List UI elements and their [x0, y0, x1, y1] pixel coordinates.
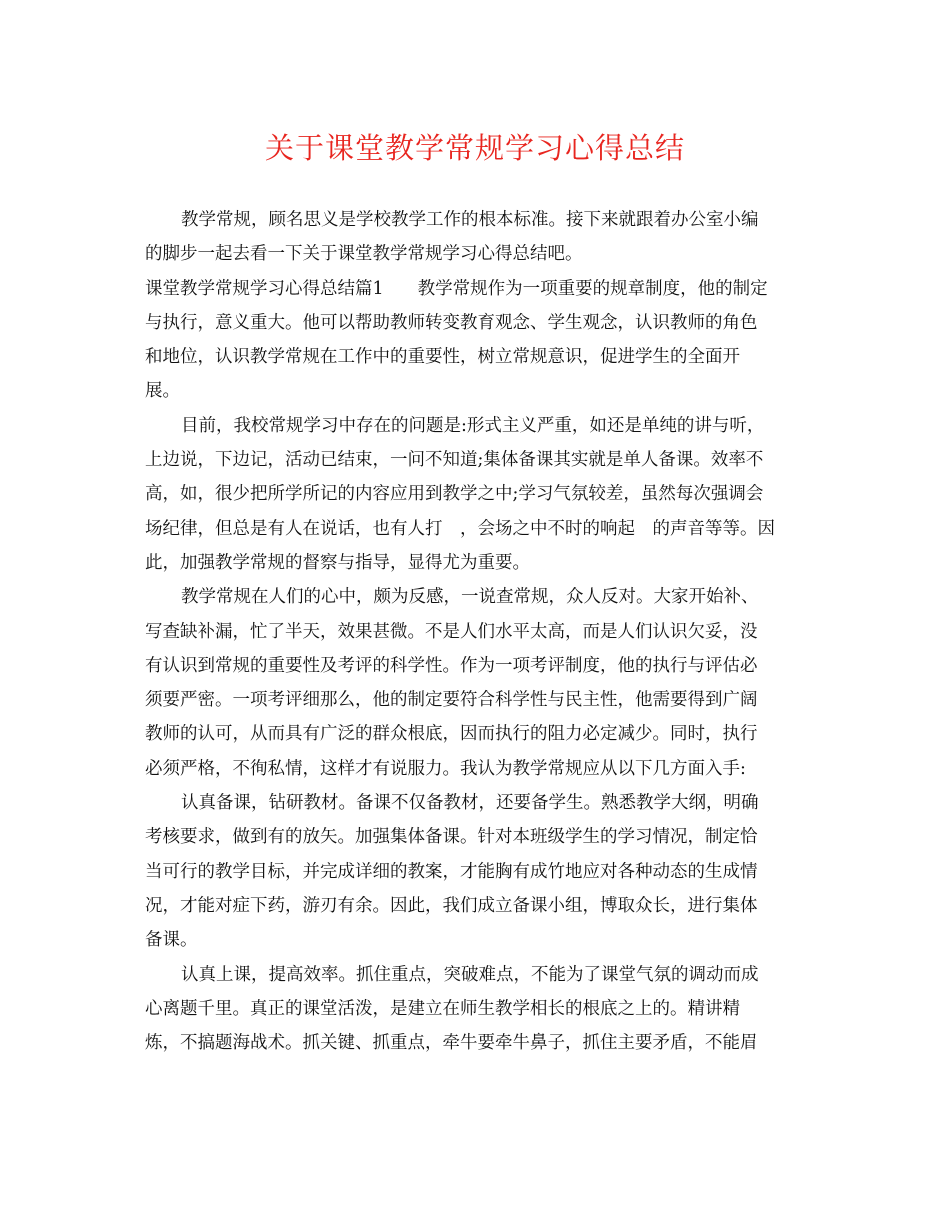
- text-line: 有认识到常规的重要性及考评的科学性。作为一项考评制度，他的执行与评估必: [145, 655, 758, 676]
- text-line: 心离题千里。真正的课堂活泼，是建立在师生教学相长的根底之上的。精讲精: [145, 998, 740, 1019]
- text-line: 考核要求，做到有的放矢。加强集体备课。针对本班级学生的学习情况，制定恰: [145, 827, 758, 848]
- text-line: 场纪律，但总是有人在说话，也有人打 ，会场之中不时的响起 的声音等等。因: [145, 518, 775, 539]
- text-line: 教学常规，顾名思义是学校教学工作的根本标准。接下来就跟着办公室小编: [181, 210, 759, 230]
- text-line: 备课。: [145, 930, 198, 951]
- text-line: 此，加强教学常规的督察与指导，显得尤为重要。: [145, 552, 530, 573]
- text-line: 教师的认可，从而具有广泛的群众根底，因而执行的阻力必定减少。同时，执行: [145, 724, 758, 745]
- text-line: 须要严密。一项考评细那么，他的制定要符合科学性与民主性，他需要得到广阔: [145, 690, 758, 711]
- text-line: 当可行的教学目标，并完成详细的教案，才能胸有成竹地应对各种动态的生成情: [145, 861, 758, 882]
- text-line: 写查缺补漏，忙了半天，效果甚微。不是人们水平太高，而是人们认识欠妥，没: [145, 621, 758, 642]
- document-title: 关于课堂教学常规学习心得总结: [264, 131, 685, 165]
- text-line-heading: [145, 272, 813, 306]
- text-line: 况，才能对症下药，游刃有余。因此，我们成立备课小组，博取众长，进行集体: [145, 895, 758, 916]
- text-line: 炼，不搞题海战术。抓关键、抓重点，牵牛要牵牛鼻子，抓住主要矛盾，不能眉: [145, 1033, 758, 1054]
- text-line: 认真备课，钻研教材。备课不仅备教材，还要备学生。熟悉教学大纲，明确: [181, 793, 759, 814]
- text-line: 教学常规在人们的心中，颇为反感，一说查常规，众人反对。大家开始补、: [181, 587, 759, 608]
- document-body: [145, 203, 813, 1060]
- text-line: 必须严格，不徇私情，这样才有说服力。我认为教学常规应从以下几方面入手:: [145, 758, 746, 779]
- text-line: 上边说，下边记，活动已结束，一问不知道;集体备课其实就是单人备课。效率不: [145, 450, 764, 471]
- text-line: 认真上课，提高效率。抓住重点，突破难点，不能为了课堂气氛的调动而成: [181, 964, 759, 985]
- text-line: 目前，我校常规学习中存在的问题是:形式主义严重，如还是单纯的讲与听，: [181, 415, 765, 436]
- text-line: 和地位，认识教学常规在工作中的重要性，树立常规意识，促进学生的全面开: [145, 347, 740, 368]
- section-heading: 课堂教学常规学习心得总结篇1: [145, 278, 384, 299]
- section-text: 教学常规作为一项重要的规章制度，他的制定: [417, 278, 768, 299]
- text-line: 展。: [145, 381, 180, 402]
- text-line: 与执行，意义重大。他可以帮助教师转变教育观念、学生观念，认识教师的角色: [145, 312, 758, 333]
- text-line: 高，如，很少把所学所记的内容应用到教学之中;学习气氛较差，虽然每次强调会: [145, 484, 764, 505]
- text-line: 的脚步一起去看一下关于课堂教学常规学习心得总结吧。: [145, 244, 583, 265]
